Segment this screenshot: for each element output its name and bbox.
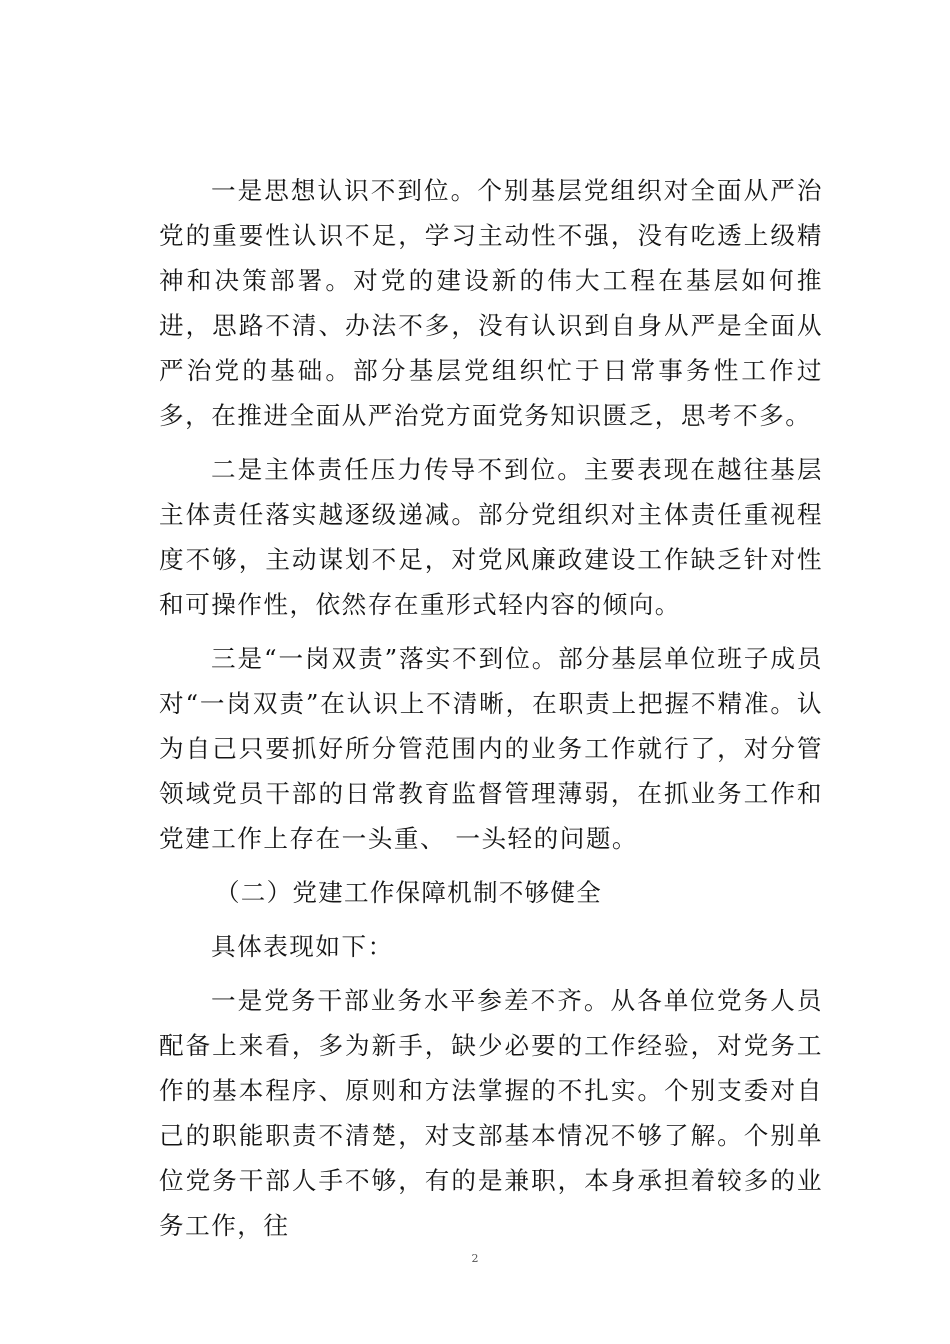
section-heading-guarantee-mechanism: （二）党建工作保障机制不够健全 <box>215 878 602 907</box>
paragraph-main-responsibility: 二是主体责任压力传导不到位。主要表现在越往基层主体责任落实越逐级递减。部分党组织对主体责任重视程度不够，主动谋划不足，对党风廉政建设工作缺乏针对性和可操作性，依然存在重形式轻内容的倾向。 <box>159 455 823 619</box>
document-body <box>159 168 823 1257</box>
paragraph-specific-performance: 具体表现如下： <box>211 932 394 961</box>
page-number: 2 <box>471 1252 479 1265</box>
paragraph-party-cadre-level: 一是党务干部业务水平参差不齐。从各单位党务人员配备上来看，多为新手，缺少必要的工作经验，对党务工作的基本程序、原则和方法掌握的不扎实。个别支委对自己的职能职责不清楚，对支部基本情况不够了解。个别单位党务干部人手不够，有的是兼职，本身承担着较多的业务工作，往 <box>159 986 823 1240</box>
paragraph-one-post-two-duties: 三是“一岗双责”落实不到位。部分基层单位班子成员对“一岗双责”在认识上不清晰，在职责上把握不精准。认为自己只要抓好所分管范围内的业务工作就行了，对分管领域党员干部的日常教育监督管理薄弱，在抓业务工作和党建工作上存在一头重、 一头轻的问题。 <box>159 644 823 853</box>
paragraph-ideological-awareness: 一是思想认识不到位。个别基层党组织对全面从严治党的重要性认识不足，学习主动性不强，没有吃透上级精神和决策部署。对党的建设新的伟大工程在基层如何推进，思路不清、办法不多，没有认识到自身从严是全面从严治党的基础。部分基层党组织忙于日常事务性工作过多，在推进全面从严治党方面党务知识匮乏，思考不多。 <box>159 176 823 430</box>
